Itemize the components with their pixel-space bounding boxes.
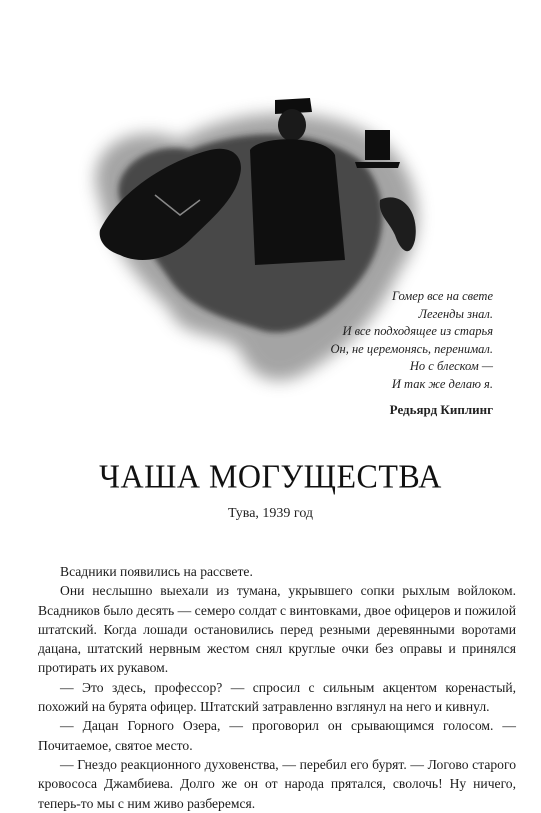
- epigraph-line: Гомер все на свете: [392, 289, 493, 303]
- epigraph: [273, 288, 493, 393]
- epigraph-line: И так же делаю я.: [391, 376, 493, 391]
- paragraph: — Дацан Горного Озера, — проговорил он срывающимся голосом. — Почитаемое, святое место.: [38, 718, 516, 753]
- epigraph-line: И все подходящее из старья: [342, 324, 493, 338]
- epigraph-author: Редьярд Киплинг: [389, 402, 493, 417]
- paragraph: — Это здесь, профессор? — спросил с сильным акцентом коренастый, похожий на бурята офицер. Штатский затравленно взглянул на него и кивнул.: [38, 679, 516, 715]
- chapter-title: ЧАША МОГУЩЕСТВА: [99, 457, 442, 495]
- epigraph-line: Но с блеском —: [409, 359, 493, 373]
- epigraph-line: Он, не церемонясь, перенимал.: [330, 341, 493, 356]
- paragraph: Они неслышно выехали из тумана, укрывшего сопки рыхлым войлоком. Всадников было десять — семеро солдат с винтовками, двое офицеров и пожилой штатский. Когда лошади остановились перед резными деревянными воротами дацана, штатский нервным жестом снял круглые очки без оправы и принялся протирать их рукавом.: [38, 583, 516, 676]
- body-text: [38, 562, 516, 813]
- paragraph: — Гнездо реакционного духовенства, — перебил его бурят. — Логово старого кровососа Джамбиева. Долго же он от народа прятался, сволочь! Ну ничего, теперь-то мы с ним живо разберемся.: [38, 756, 516, 811]
- chapter-subtitle: Тува, 1939 год: [227, 506, 314, 521]
- paragraph: Всадники появились на рассвете.: [60, 564, 253, 579]
- epigraph-line: Легенды знал.: [418, 306, 493, 321]
